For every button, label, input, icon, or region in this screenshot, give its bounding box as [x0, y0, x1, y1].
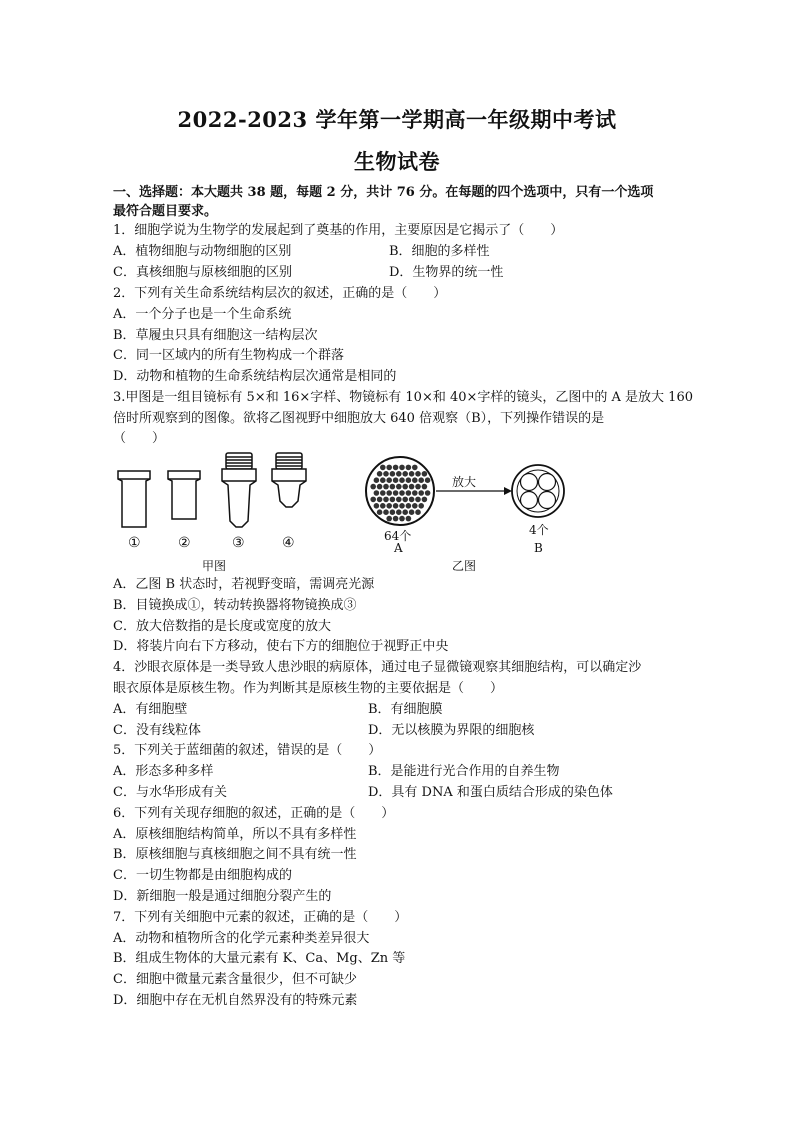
question-4-option-a: A．有细胞壁: [113, 702, 188, 717]
cell-dot: [393, 490, 399, 496]
cell-dot: [393, 477, 399, 483]
question-4-stem: 4．沙眼衣原体是一类导致人患沙眼的病原体，通过电子显微镜观察其细胞结构，可以确定沙: [113, 660, 642, 675]
question-3-stem-cont: 倍时所观察到的图像。欲将乙图视野中细胞放大 640 倍观察（B），下列操作错误的是: [113, 411, 605, 426]
question-6-option-c: C．一切生物都是由细胞构成的: [113, 868, 292, 883]
question-7-option-b: B．组成生物体的大量元素有 K、Ca、Mg、Zn 等: [113, 951, 406, 966]
figure-jia-caption: 甲图: [202, 559, 227, 573]
cell-dot: [380, 477, 386, 483]
cell-dot: [370, 497, 376, 503]
question-6-option-d: D．新细胞一般是通过细胞分裂产生的: [113, 889, 332, 904]
cell-dot: [422, 497, 428, 503]
question-5-option-a: A．形态多种多样: [113, 764, 214, 779]
eyepiece-lens-1: [118, 471, 150, 527]
cell-dot: [409, 484, 415, 490]
question-3-figure: [110, 447, 690, 575]
cell-dot: [425, 477, 431, 483]
view-b-label: B: [534, 541, 543, 555]
cell-dot: [402, 471, 408, 477]
question-2-stem: 2．下列有关生命系统结构层次的叙述，正确的是（ ）: [113, 286, 447, 301]
cell-dot: [390, 497, 396, 503]
exam-subtitle: 生物试卷: [354, 149, 440, 174]
cell-dot: [406, 465, 412, 471]
cell-dot: [370, 484, 376, 490]
cell-dot: [399, 477, 405, 483]
cell-dot: [383, 471, 389, 477]
lens-label-1: ①: [128, 535, 141, 551]
figure-yi-caption: 乙图: [452, 559, 477, 573]
cell-dot: [406, 516, 412, 522]
cell-dot: [415, 471, 421, 477]
question-7-option-d: D．细胞中存在无机自然界没有的特殊元素: [113, 993, 358, 1008]
section-heading-cont: 最符合题目要求。: [113, 204, 218, 219]
question-3-option-d: D．将装片向右下方移动，使右下方的细胞位于视野正中央: [113, 639, 449, 654]
cell-dot: [390, 509, 396, 515]
question-1-option-a: A．植物细胞与动物细胞的区别: [113, 244, 292, 259]
cell-dot: [383, 497, 389, 503]
question-3-option-a: A．乙图 B 状态时，若视野变暗，需调亮光源: [113, 577, 375, 592]
cell-dot: [396, 484, 402, 490]
cell-dot: [386, 490, 392, 496]
question-4-option-d: D．无以核膜为界限的细胞核: [368, 723, 535, 738]
question-3-stem-paren: （ ）: [113, 431, 166, 446]
cell-dot: [399, 503, 405, 509]
question-5-option-d: D．具有 DNA 和蛋白质结合形成的染色体: [368, 785, 613, 800]
question-3-option-b: B．目镜换成①，转动转换器将物镜换成③: [113, 598, 357, 613]
cell-dot: [399, 465, 405, 471]
cell-dot: [374, 477, 380, 483]
cell-dot: [425, 490, 431, 496]
cell-dot: [412, 503, 418, 509]
question-6-option-a: A．原核细胞结构简单，所以不具有多样性: [113, 827, 357, 842]
cell-dot: [412, 490, 418, 496]
cell-dot: [396, 497, 402, 503]
cell-dot: [383, 509, 389, 515]
cell-dot: [402, 497, 408, 503]
lens-label-3: ③: [232, 535, 245, 551]
cell-dot: [406, 477, 412, 483]
cell-dot: [399, 516, 405, 522]
cell-dot: [377, 497, 383, 503]
question-2-option-c: C．同一区域内的所有生物构成一个群落: [113, 348, 344, 363]
question-1-stem: 1．细胞学说为生物学的发展起到了奠基的作用，主要原因是它揭示了（ ）: [113, 223, 564, 238]
arrow-label: 放大: [452, 475, 477, 489]
cell-dot: [380, 490, 386, 496]
question-2-option-a: A．一个分子也是一个生命系统: [113, 307, 292, 322]
cell-dot: [393, 465, 399, 471]
objective-lens-3: [222, 453, 256, 527]
cell-dot: [409, 509, 415, 515]
cell-dot: [409, 471, 415, 477]
question-3-stem: 3.甲图是一组目镜标有 5×和 16×字样、物镜标有 10×和 40×字样的镜头，乙图中的 A 是放大 160: [113, 390, 693, 405]
cell-dot: [386, 477, 392, 483]
cell-dot: [402, 509, 408, 515]
cell-dot: [380, 465, 386, 471]
cell-dot: [390, 484, 396, 490]
question-5-stem: 5．下列关于蓝细菌的叙述，错误的是（ ）: [113, 743, 382, 758]
lens-label-2: ②: [178, 535, 191, 551]
cell-dot: [418, 490, 424, 496]
cell-dot: [412, 477, 418, 483]
cell-dot: [412, 465, 418, 471]
question-1-option-c: C．真核细胞与原核细胞的区别: [113, 265, 292, 280]
lens-label-4: ④: [282, 535, 295, 551]
view-a-label: A: [394, 541, 403, 555]
question-1-option-d: D．生物界的统一性: [389, 265, 504, 280]
cell-dot: [418, 477, 424, 483]
cell-dot: [415, 484, 421, 490]
question-7-option-a: A．动物和植物所含的化学元素种类差异很大: [113, 931, 370, 946]
view-a-count: 64个: [384, 529, 412, 543]
question-2-option-b: B．草履虫只具有细胞这一结构层次: [113, 328, 318, 343]
objective-lens-4: [272, 453, 306, 507]
cell-dot: [422, 471, 428, 477]
view-a-many-cells: [366, 457, 434, 525]
cell-dot: [377, 471, 383, 477]
cell-dot: [377, 484, 383, 490]
cell-dot: [374, 503, 380, 509]
cell-dot: [374, 490, 380, 496]
question-6-stem: 6．下列有关现存细胞的叙述，正确的是（ ）: [113, 806, 395, 821]
question-4-stem-cont: 眼衣原体是原核生物。作为判断其是原核生物的主要依据是（ ）: [113, 681, 504, 696]
cell-dot: [406, 503, 412, 509]
view-b-count: 4个: [529, 523, 549, 537]
cell-dot: [393, 516, 399, 522]
cell-dot: [402, 484, 408, 490]
cell-dot: [377, 509, 383, 515]
cell-dot: [422, 484, 428, 490]
cell-dot: [418, 503, 424, 509]
question-4-option-c: C．没有线粒体: [113, 723, 201, 738]
cell-dot: [386, 503, 392, 509]
view-b-four-cells: [512, 465, 564, 517]
question-3-option-c: C．放大倍数指的是长度或宽度的放大: [113, 619, 331, 634]
question-5-option-c: C．与水华形成有关: [113, 785, 227, 800]
cell-dot: [380, 503, 386, 509]
section-heading: 一、选择题：本大题共 38 题，每题 2 分，共计 76 分。在每题的四个选项中，只有一个选项: [113, 185, 654, 200]
cell-dot: [383, 484, 389, 490]
cell-dot: [386, 465, 392, 471]
question-7-option-c: C．细胞中微量元素含量很少，但不可缺少: [113, 972, 357, 987]
exam-title: 2022-2023 学年第一学期高一年级期中考试: [177, 107, 617, 132]
question-5-option-b: B．是能进行光合作用的自养生物: [368, 764, 560, 779]
lens-and-view-diagram: [110, 447, 690, 575]
cell-dot: [386, 516, 392, 522]
cell-dot: [393, 503, 399, 509]
cell-dot: [406, 490, 412, 496]
cell-dot: [409, 497, 415, 503]
question-7-stem: 7．下列有关细胞中元素的叙述，正确的是（ ）: [113, 910, 408, 925]
question-1-option-b: B．细胞的多样性: [389, 244, 490, 259]
question-4-option-b: B．有细胞膜: [368, 702, 443, 717]
eyepiece-lens-2: [168, 471, 200, 519]
cell-dot: [399, 490, 405, 496]
question-2-option-d: D．动物和植物的生命系统结构层次通常是相同的: [113, 369, 397, 384]
cell-dot: [396, 471, 402, 477]
cell-dot: [415, 509, 421, 515]
question-6-option-b: B．原核细胞与真核细胞之间不具有统一性: [113, 847, 357, 862]
cell-dot: [390, 471, 396, 477]
cell-dot: [415, 497, 421, 503]
cell-dot: [396, 509, 402, 515]
